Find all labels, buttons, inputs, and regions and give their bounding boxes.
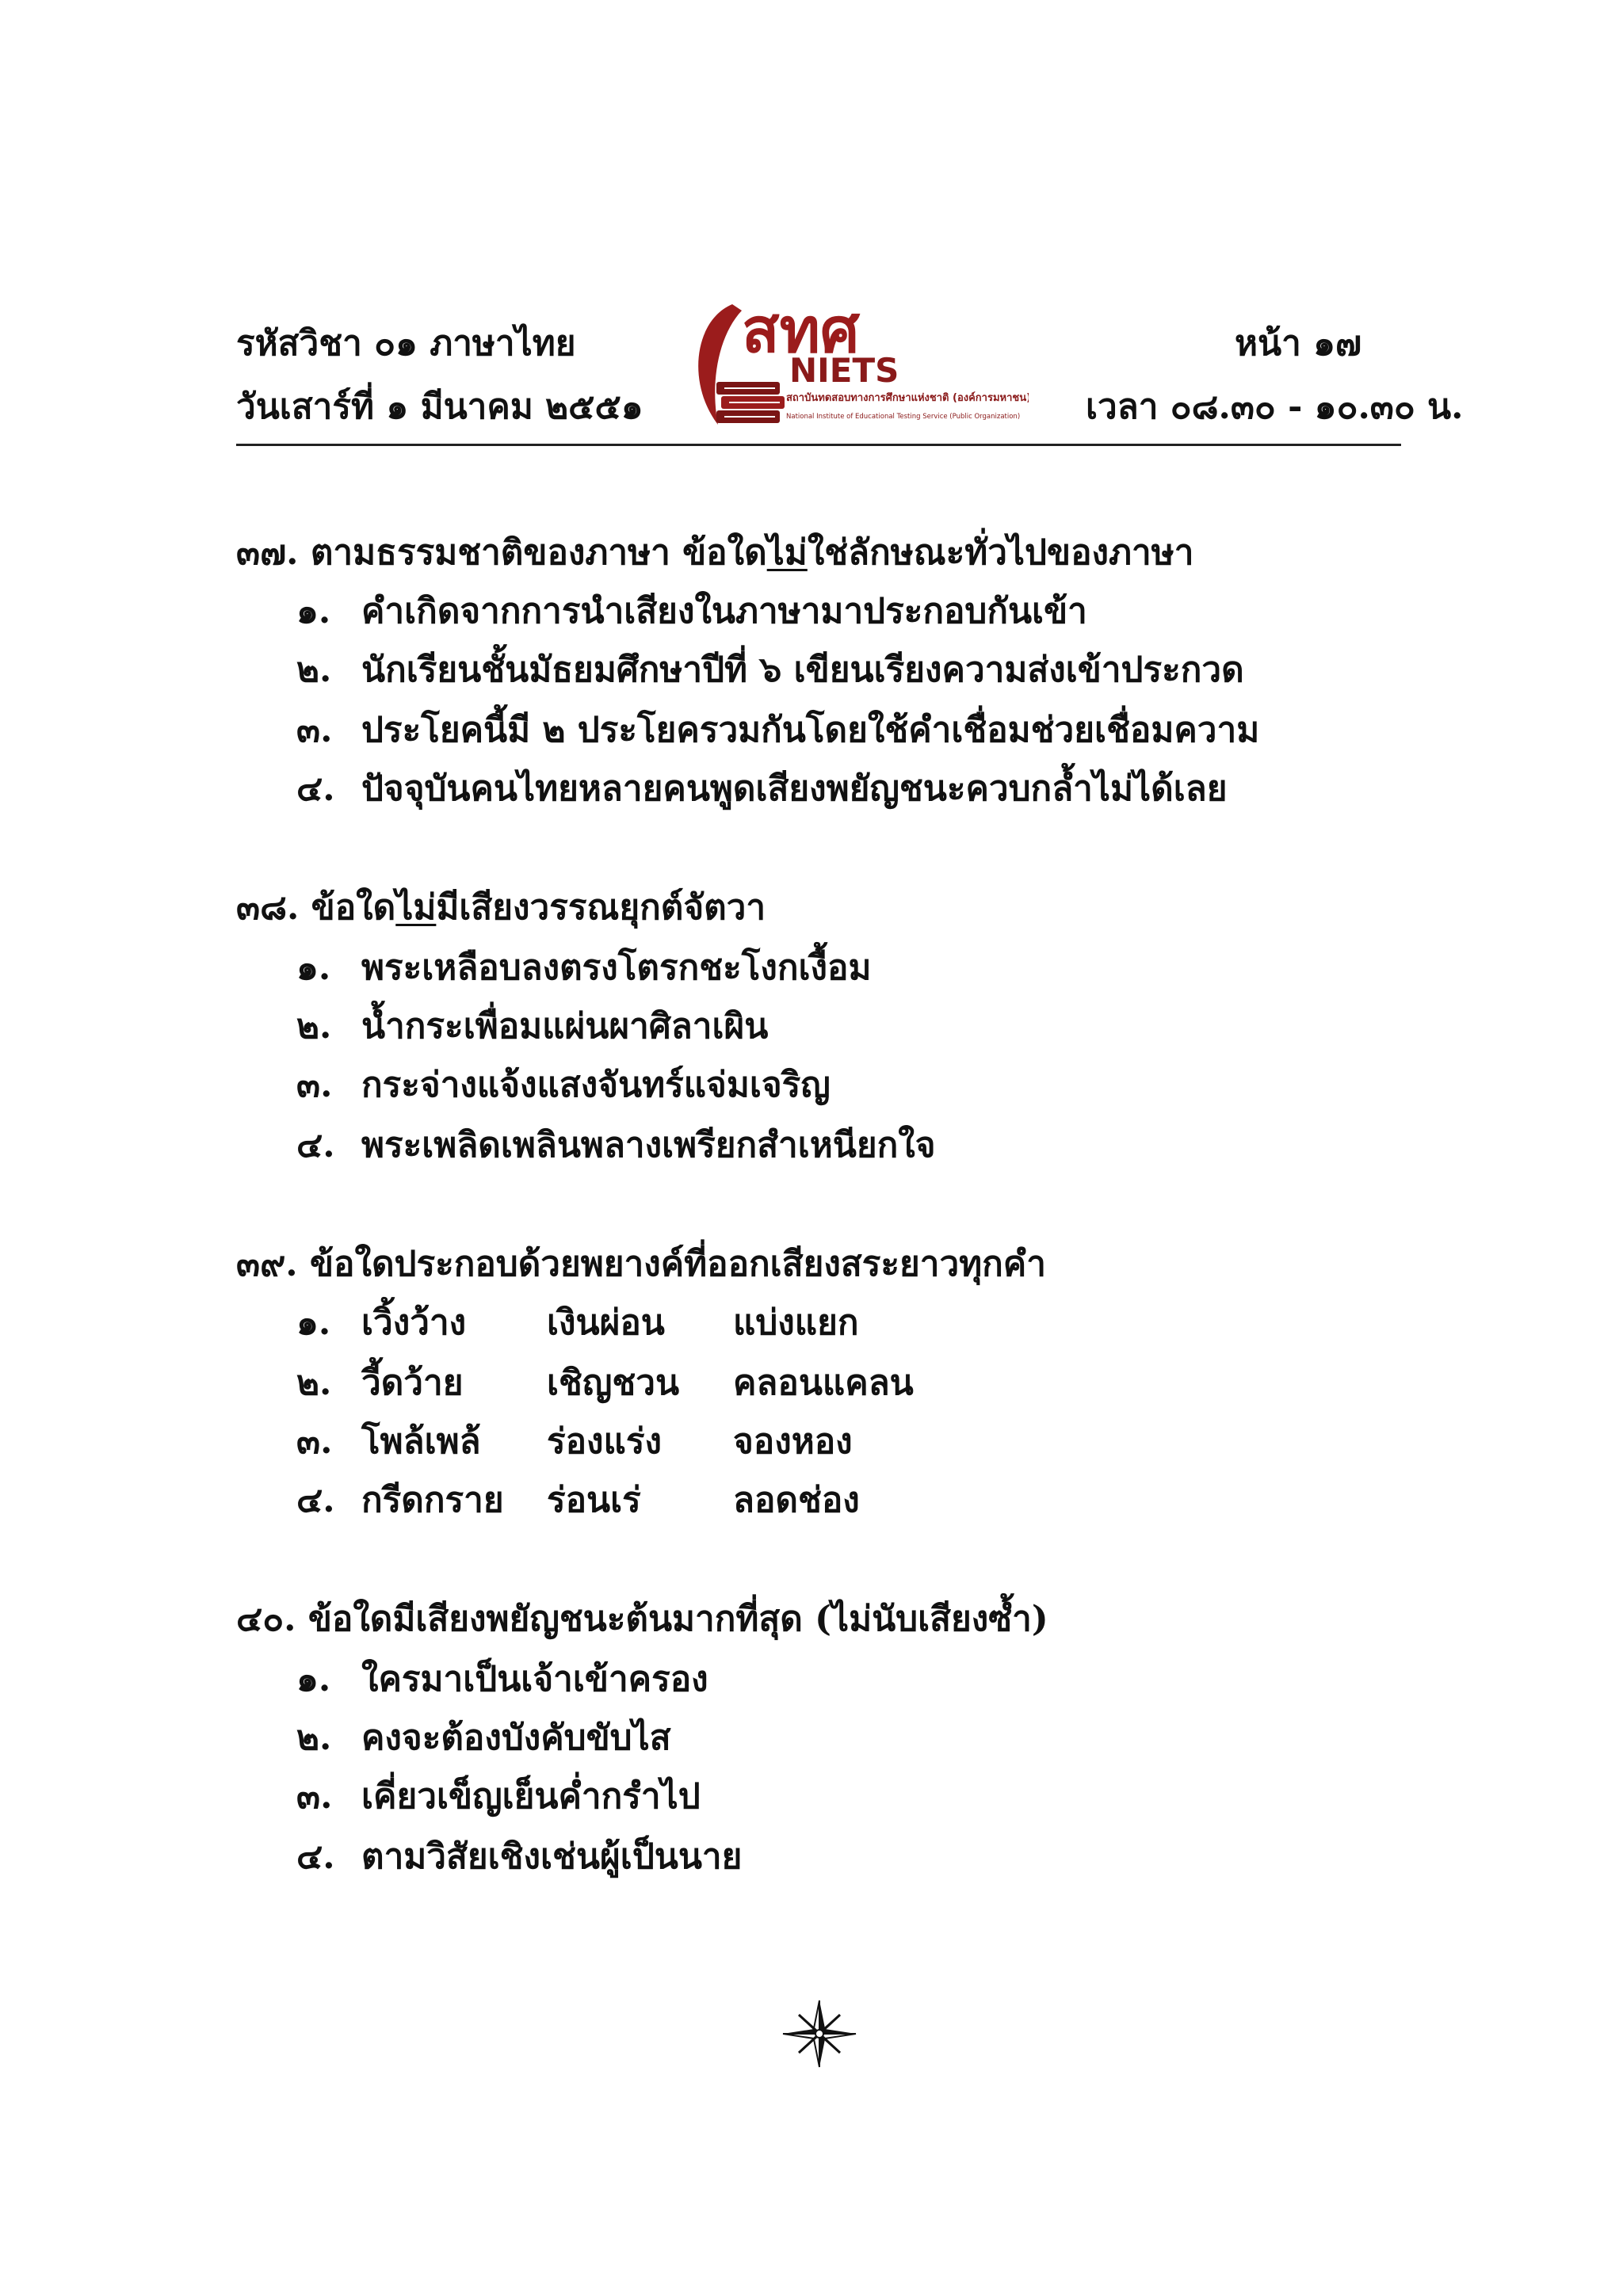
exam-time: เวลา ๐๘.๓๐ - ๑๐.๓๐ น. [1086, 387, 1464, 427]
question-39 [236, 1236, 1046, 1291]
question-text: ข้อใดประกอบด้วยพยางค์ที่ออกเสียงสระยาวทุกคำ [309, 1244, 1046, 1284]
books-icon [716, 382, 785, 423]
exam-date: วันเสาร์ที่ ๑ มีนาคม ๒๕๕๑ [236, 387, 643, 427]
question-40 [236, 1591, 1048, 1646]
question-text: ข้อใด [311, 887, 396, 928]
question-38 [236, 879, 766, 935]
subject-code: รหัสวิชา ๐๑ ภาษาไทย [236, 323, 576, 364]
niets-logo [686, 288, 1029, 434]
question-number: ๓๙. [236, 1244, 298, 1284]
compass-star-icon [780, 1998, 859, 2069]
question-number: ๓๘. [236, 887, 300, 928]
niets-logo-graphic [686, 288, 1029, 434]
logo-thai-text: สถาบันทดสอบทางการศึกษาแห่งชาติ (องค์การมหาชน) [786, 392, 1029, 404]
question-underlined: ไม่ [766, 532, 808, 573]
page-number: หน้า ๑๗ [1235, 323, 1362, 364]
question-text: ข้อใดมีเสียงพยัญชนะต้นมากที่สุด (ไม่นับเสียงซ้ำ) [307, 1599, 1048, 1639]
question-text-rest: ใช่ลักษณะทั่วไปของภาษา [807, 532, 1194, 573]
logo-main-text: สทศ [742, 296, 860, 367]
question-number: ๔๐. [236, 1599, 296, 1639]
header-divider [236, 444, 1401, 446]
question-text: ตามธรรมชาติของภาษา ข้อใด [310, 532, 767, 573]
logo-niets-text: NIETS [789, 351, 899, 390]
question-text-rest: มีเสียงวรรณยุกต์จัตวา [436, 887, 766, 928]
logo-english-text: National Institute of Educational Testing Service (Public Organization) [786, 413, 1021, 421]
question-underlined: ไม่ [395, 887, 437, 928]
question-37 [236, 524, 1193, 580]
question-number: ๓๗. [236, 532, 299, 573]
